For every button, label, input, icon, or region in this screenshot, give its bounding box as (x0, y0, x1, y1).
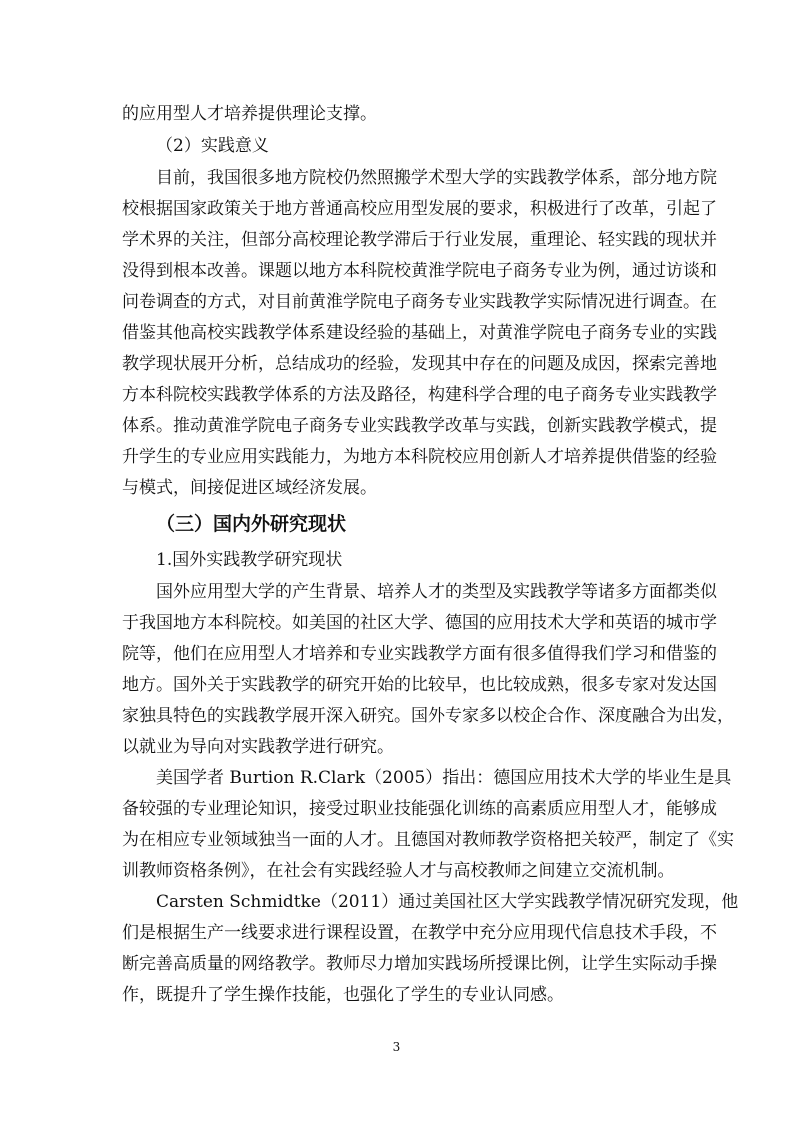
paragraph-line: 为在相应专业领域独当一面的人才。且德国对教师教学资格把关较严，制定了《实 (122, 830, 734, 850)
paragraph-line: 备较强的专业理论知识，接受过职业技能强化训练的高素质应用型人才，能够成 (122, 799, 717, 819)
paragraph-line: 没得到根本改善。课题以地方本科院校黄淮学院电子商务专业为例，通过访谈和 (122, 261, 717, 281)
page-number: 3 (392, 1040, 401, 1054)
paragraph-line: 与模式，间接促进区域经济发展。 (122, 478, 377, 498)
paragraph-line: 体系。推动黄淮学院电子商务专业实践教学改革与实践，创新实践教学模式，提 (122, 416, 717, 436)
paragraph-line: 教学现状展开分析，总结成功的经验，发现其中存在的问题及成因，探索完善地 (122, 354, 717, 374)
paragraph-line: 升学生的专业应用实践能力，为地方本科院校应用创新人才培养提供借鉴的经验 (122, 447, 717, 467)
paragraph-line: 以就业为导向对实践教学进行研究。 (122, 737, 394, 757)
paragraph-line: 问卷调查的方式，对目前黄淮学院电子商务专业实践教学实际情况进行调查。在 (122, 292, 717, 312)
paragraph-line: 方本科院校实践教学体系的方法及路径，构建科学合理的电子商务专业实践教学 (122, 385, 717, 405)
paragraph-line: 的应用型人才培养提供理论支撑。 (122, 104, 377, 124)
paragraph-line: 地方。国外关于实践教学的研究开始的比较早，也比较成熟，很多专家对发达国 (122, 675, 717, 695)
paragraph-line: 家独具特色的实践教学展开深入研究。国外专家多以校企合作、深度融合为出发， (122, 706, 734, 726)
paragraph-line: 美国学者 Burtion R.Clark（2005）指出：德国应用技术大学的毕业生是具 (156, 768, 732, 788)
paragraph-line: 国外应用型大学的产生背景、培养人才的类型及实践教学等诸多方面都类似 (156, 582, 717, 602)
paragraph-line: 借鉴其他高校实践教学体系建设经验的基础上，对黄淮学院电子商务专业的实践 (122, 323, 717, 343)
paragraph-line: 学术界的关注，但部分高校理论教学滞后于行业发展，重理论、轻实践的现状并 (122, 230, 717, 250)
paragraph-line: 目前，我国很多地方院校仍然照搬学术型大学的实践教学体系，部分地方院 (156, 168, 717, 188)
paragraph-line: 断完善高质量的网络教学。教师尽力增加实践场所授课比例，让学生实际动手操 (122, 954, 717, 974)
section-heading: （三）国内外研究现状 (156, 513, 347, 535)
paragraph-line: 作，既提升了学生操作技能，也强化了学生的专业认同感。 (122, 985, 564, 1005)
paragraph-line: 们是根据生产一线要求进行课程设置，在教学中充分应用现代信息技术手段，不 (122, 923, 717, 943)
paragraph-line: 训教师资格条例》，在社会有实践经验人才与高校教师之间建立交流机制。 (122, 861, 675, 881)
subsection-heading: （2）实践意义 (156, 136, 269, 156)
paragraph-line: 校根据国家政策关于地方普通高校应用型发展的要求，积极进行了改革，引起了 (122, 199, 717, 219)
paragraph-line: Carsten Schmidtke（2011）通过美国社区大学实践教学情况研究发现，他 (156, 892, 739, 912)
paragraph-line: 院等，他们在应用型人才培养和专业实践教学方面有很多值得我们学习和借鉴的 (122, 644, 717, 664)
subsection-heading: 1.国外实践教学研究现状 (156, 550, 343, 570)
paragraph-line: 于我国地方本科院校。如美国的社区大学、德国的应用技术大学和英语的城市学 (122, 613, 717, 633)
